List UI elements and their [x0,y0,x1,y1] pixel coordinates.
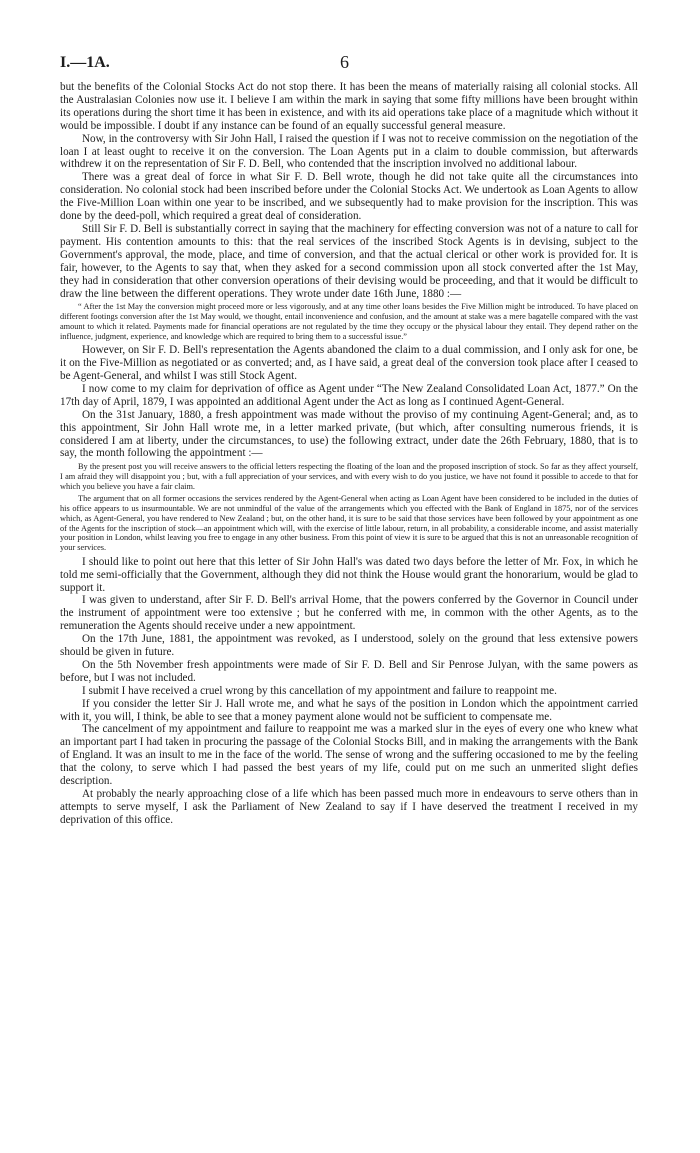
paragraph: On the 17th June, 1881, the appointment was revoked, as I understood, solely on the ground that less extensive powers should be given in future. [60,633,638,659]
paragraph: On the 31st January, 1880, a fresh appointment was made without the proviso of my continuing Agent-General; and, as to this appointment, Sir John Hall wrote me, in a letter marked private, (but which, after consulting numerous friends, it is considered I am at liberty, under the circumstances, to use) the following extract, under date the 26th February, 1880, that is to say, the month following the appointment :— [60,408,638,460]
paragraph: There was a great deal of force in what Sir F. D. Bell wrote, though he did not take quite all the circumstances into consideration. No colonial stock had been inscribed before under the Colonial Stocks Act. We undertook as Loan Agents to allow the Five-Million Loan within one year to be inscribed, and we subsequently had to make provision for the inscription. This was done by the deed-poll, which required a great deal of consideration. [60,171,638,223]
quoted-letter: By the present post you will receive answers to the official letters respecting the floating of the loan and the proposed inscription of stock. So far as they affect yourself, I am afraid they will disappoint you ; but, with a full appreciation of your services, and with every wish to do you justice, we have not found it possible to accede to that for which you believe you have a fair claim. [60,462,638,491]
paragraph: The cancelment of my appointment and failure to reappoint me was a marked slur in the eyes of every one who knew what an important part I had taken in procuring the passage of the Colonial Stocks Bill, and in making the arrangements with the Bank of England. It was an insult to me in the face of the world. The sense of wrong and the suffering occasioned to me by the feeling that the colony, to serve which I had passed the best years of my life, could put on me such an unmerited slight defies description. [60,723,638,788]
paragraph: If you consider the letter Sir J. Hall wrote me, and what he says of the position in London which the appointment carried with it, you will, I think, be able to see that a money payment alone would not be sufficient to compensate me. [60,697,638,723]
paragraph: Now, in the controversy with Sir John Hall, I raised the question if I was not to receive commission on the negotiation of the loan I at least ought to receive it on the conversion. The Loan Agents put in a claim to double commission, but afterwards withdrew it on the representation of Sir F. D. Bell, who contended that the inscription involved no additional labour. [60,132,638,171]
paragraph: I now come to my claim for deprivation of office as Agent under “The New Zealand Consolidated Loan Act, 1877.” On the 17th day of April, 1879, I was appointed an additional Agent under the Act as long as I continued Agent-General. [60,382,638,408]
paper-reference: I.—1A. [60,54,110,71]
paragraph: but the benefits of the Colonial Stocks Act do not stop there. It has been the means of materially raising all colonial stocks. All the Australasian Colonies now use it. I believe I am within the mark in saying that some fifty millions have been brought within its operations during the short time it has been in existence, and with its aid operations take place of a magnitude which without it would be impossible. I doubt if any instance can be found of an equally successful general measure. [60,81,638,132]
paragraph: I should like to point out here that this letter of Sir John Hall's was dated two days before the letter of Mr. Fox, in which he told me semi-officially that the Government, although they did not think the House would grant the honorarium, would be glad to support it. [60,555,638,594]
quoted-letter: The argument that on all former occasions the services rendered by the Agent-General when acting as Loan Agent have been considered to be included in the duties of his office appears to us insurmountable. We are not unmindful of the value of the arrangements which you effected with the Bank of England in 1875, nor of the services which, as Agent-General, you have rendered to New Zealand ; but, on the other hand, it is sure to be said that those services have been followed by your appointment as one of the Agents for the inscription of stock—an appointment which will, with the exercise of little labour, return, in all probability, a considerable income, and assist materially your position in London, whilst leaving you free to engage in any other business. From this point of view it is sure to be argued that this is not an unreasonable recognition of your services. [60,494,638,552]
paragraph: However, on Sir F. D. Bell's representation the Agents abandoned the claim to a dual commission, and I only ask for one, be it on the Five-Million as negotiated or as converted; and, as I have said, a great deal of the conversion took place after I ceased to be Agent-General, and whilst I was still Stock Agent. [60,344,638,383]
paragraph: At probably the nearly approaching close of a life which has been passed much more in endeavours to serve others than in attempts to serve myself, I ask the Parliament of New Zealand to say if I have deserved the treatment I received in my deprivation of this office. [60,788,638,826]
paragraph: I submit I have received a cruel wrong by this cancellation of my appointment and failure to reappoint me. [82,684,557,697]
page-number: 6 [340,52,349,72]
page-header [60,54,640,74]
paragraph: Still Sir F. D. Bell is substantially correct in saying that the machinery for effecting conversion was not of a nature to call for payment. His contention amounts to this: that the real services of the inscribed Stock Agents is in devising, subject to the Government's approval, the mode, place, and time of conversion, and that the actual clerical or other work is provided for. It is fair, however, to the Agents to say that, when they asked for a second commission upon all stock converted after the 1st May, they had in consideration that other conversion operations of their devising would be proceeding, and that it would be difficult to draw the line between the different operations. They wrote under date 16th June, 1880 :— [60,222,638,300]
quoted-letter: “ After the 1st May the conversion might proceed more or less vigorously, and at any time other loans besides the Five Million might be introduced. To have placed on different footings conversion after the 1st May would, we thought, entail inconvenience and confusion, and the amount at stake was a mere bagatelle compared with the vast amount to which it related. Payments made for financial operations are not regulated by the time they occupy or the physical labour they entail. They depend rather on the influence, judgment, experience, and knowledge which are required to bring them to a successful issue.” [60,302,638,341]
paragraph: I was given to understand, after Sir F. D. Bell's arrival Home, that the powers conferred by the Governor in Council under the instrument of appointment were too extensive ; but he conferred with me, in common with the other Agents, as to the remuneration the Agents should receive under a new appointment. [60,594,638,633]
document-body [60,81,638,827]
paragraph: On the 5th November fresh appointments were made of Sir F. D. Bell and Sir Penrose Julyan, with the same powers as before, but I was not included. [60,658,638,684]
